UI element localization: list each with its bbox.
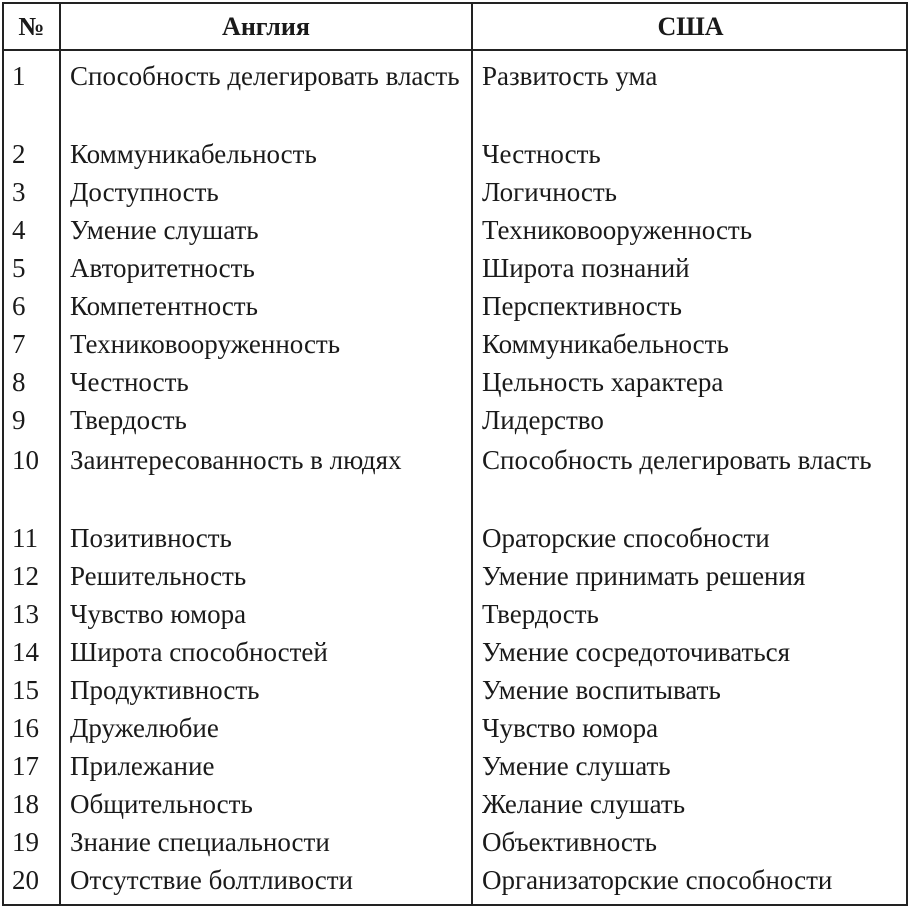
header-england: Англия bbox=[222, 12, 310, 41]
usa-quality: Умение принимать решения bbox=[482, 561, 806, 591]
england-quality: Твердость bbox=[70, 405, 187, 435]
usa-quality: Твердость bbox=[482, 599, 599, 629]
england-quality: Заинтересованность в людях bbox=[70, 445, 402, 475]
usa-quality: Честность bbox=[482, 139, 601, 169]
row-number: 9 bbox=[12, 405, 26, 435]
row-number: 16 bbox=[12, 713, 39, 743]
row-number: 2 bbox=[12, 139, 26, 169]
row-number: 5 bbox=[12, 253, 26, 283]
row-number: 19 bbox=[12, 827, 39, 857]
row-number: 18 bbox=[12, 789, 39, 819]
row-number: 20 bbox=[12, 865, 39, 895]
usa-quality: Развитость ума bbox=[482, 61, 658, 91]
usa-quality: Перспективность bbox=[482, 291, 682, 321]
header-num: № bbox=[18, 12, 45, 41]
row-number: 8 bbox=[12, 367, 26, 397]
row-number: 13 bbox=[12, 599, 39, 629]
row-number: 11 bbox=[12, 523, 38, 553]
usa-quality: Широта познаний bbox=[482, 253, 690, 283]
usa-quality: Техниковооруженность bbox=[482, 215, 753, 245]
england-quality: Позитивность bbox=[70, 523, 232, 553]
usa-quality: Умение слушать bbox=[482, 751, 671, 781]
england-quality: Знание специальности bbox=[70, 827, 330, 857]
row-number: 1 bbox=[12, 61, 26, 91]
usa-quality: Ораторские способности bbox=[482, 523, 770, 553]
comparison-table bbox=[2, 2, 908, 906]
row-number: 3 bbox=[12, 177, 26, 207]
header-usa: США bbox=[657, 12, 724, 41]
row-number: 7 bbox=[12, 329, 26, 359]
england-quality: Авторитетность bbox=[70, 253, 255, 283]
usa-quality: Цельность характера bbox=[482, 367, 724, 397]
usa-quality: Способность делегировать власть bbox=[482, 445, 872, 475]
usa-quality: Объективность bbox=[482, 827, 657, 857]
england-quality: Компетентность bbox=[70, 291, 258, 321]
england-quality: Коммуникабельность bbox=[70, 139, 317, 169]
row-number: 15 bbox=[12, 675, 39, 705]
row-number: 10 bbox=[12, 445, 39, 475]
england-quality: Дружелюбие bbox=[70, 713, 219, 743]
usa-quality: Организаторские способности bbox=[482, 865, 833, 895]
row-number: 17 bbox=[12, 751, 39, 781]
england-quality: Общительность bbox=[70, 789, 253, 819]
usa-quality: Умение воспитывать bbox=[482, 675, 721, 705]
usa-quality: Логичность bbox=[482, 177, 617, 207]
usa-quality: Лидерство bbox=[482, 405, 604, 435]
england-quality: Техниковооруженность bbox=[70, 329, 341, 359]
england-quality: Умение слушать bbox=[70, 215, 259, 245]
england-quality: Доступность bbox=[70, 177, 219, 207]
usa-quality: Умение сосредоточиваться bbox=[482, 637, 791, 667]
england-quality: Отсутствие болтливости bbox=[70, 865, 353, 895]
usa-quality: Коммуникабельность bbox=[482, 329, 729, 359]
row-number: 14 bbox=[12, 637, 39, 667]
england-quality: Способность делегировать власть bbox=[70, 61, 460, 91]
england-quality: Чувство юмора bbox=[70, 599, 247, 629]
england-quality: Широта способностей bbox=[70, 637, 328, 667]
england-quality: Честность bbox=[70, 367, 189, 397]
row-number: 4 bbox=[12, 215, 26, 245]
england-quality: Продуктивность bbox=[70, 675, 260, 705]
row-number: 12 bbox=[12, 561, 39, 591]
usa-quality: Чувство юмора bbox=[482, 713, 659, 743]
row-number: 6 bbox=[12, 291, 26, 321]
england-quality: Прилежание bbox=[70, 751, 215, 781]
column-divider-england bbox=[471, 4, 473, 904]
england-quality: Решительность bbox=[70, 561, 247, 591]
usa-quality: Желание слушать bbox=[482, 789, 686, 819]
